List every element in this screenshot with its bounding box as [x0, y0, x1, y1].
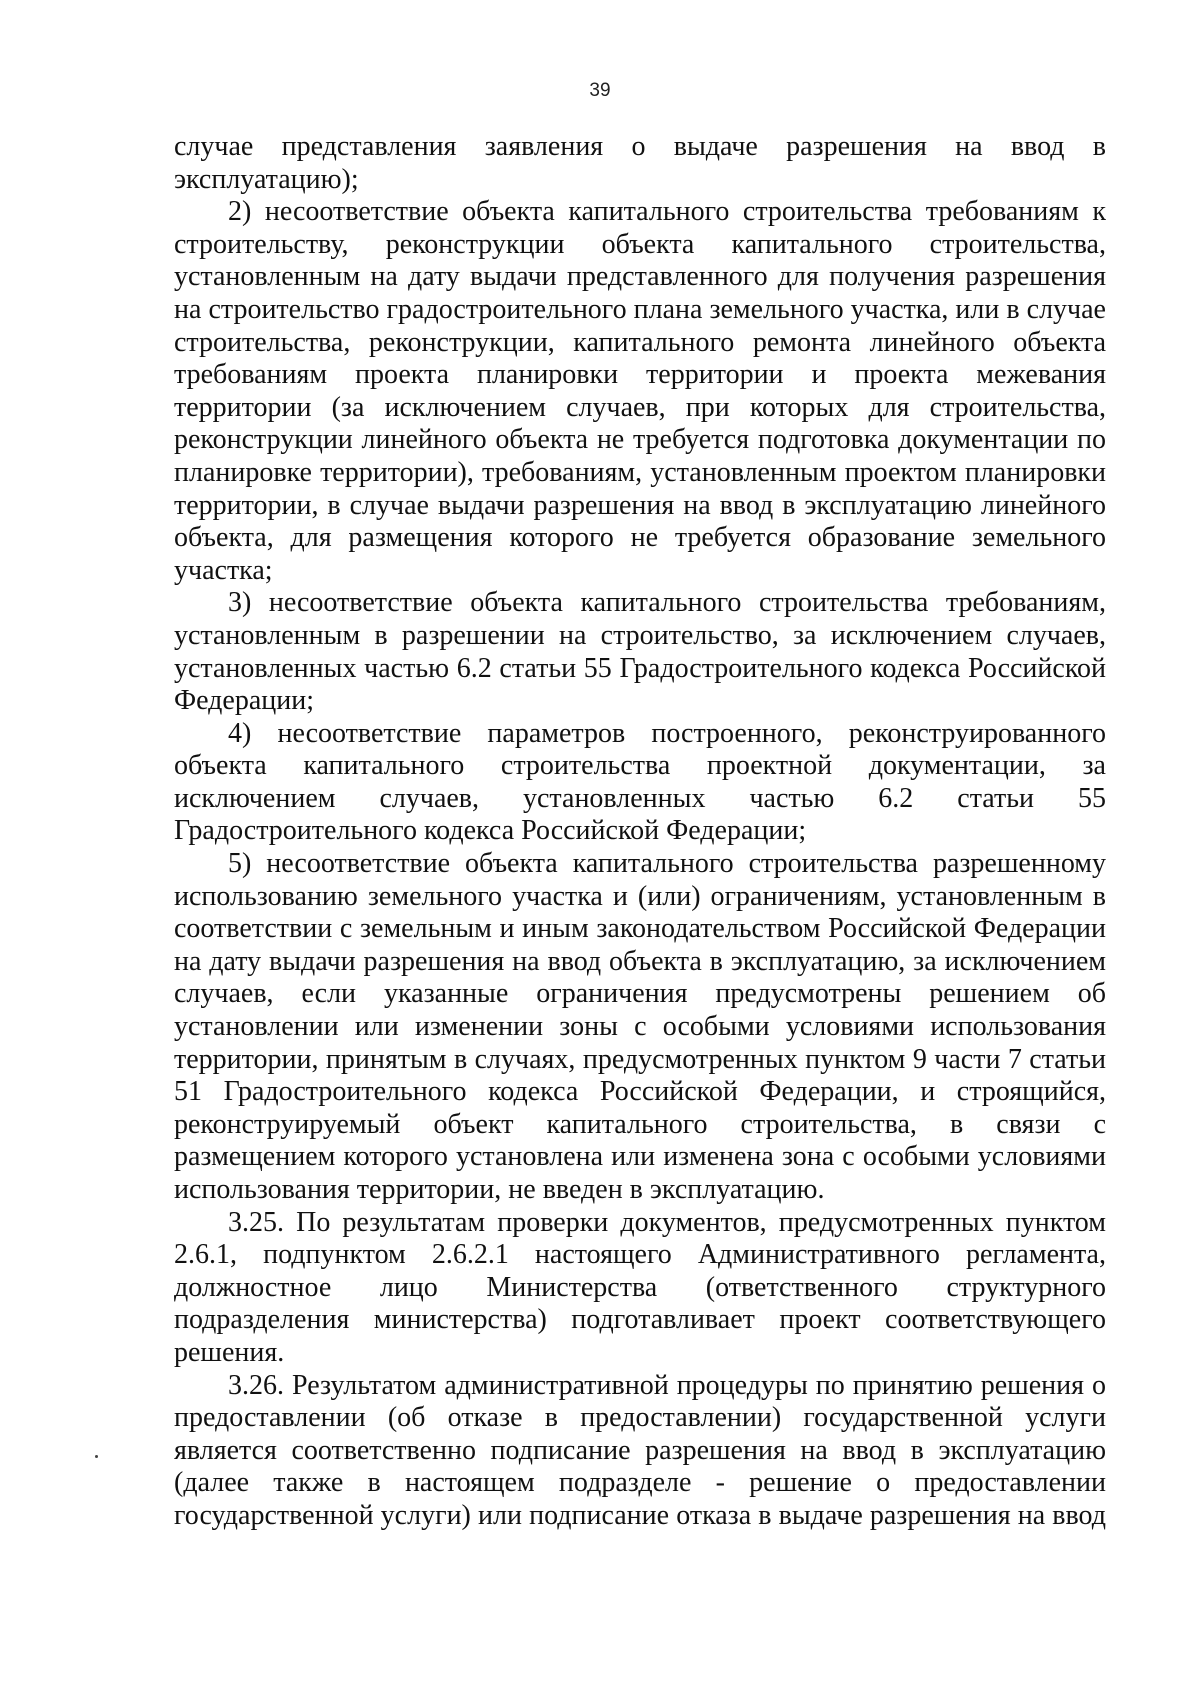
paragraph-item-3: 3) несоответствие объекта капитального строительства требованиям, установленным в разрешении на строительство, за исключением случаев, установленных частью 6.2 статьи 55 Градостроительного кодекса Российской Федерации;: [174, 587, 1106, 717]
document-body: [174, 131, 1106, 1533]
paragraph-item-4: 4) несоответствие параметров построенного, реконструированного объекта капитального строительства проектной документации, за исключением случаев, установленных частью 6.2 статьи 55 Градостроительного кодекса Российской Федерации;: [174, 717, 1106, 847]
scan-speck: [95, 1455, 98, 1458]
paragraph-item-5: 5) несоответствие объекта капитального строительства разрешенному использованию земельного участка и (или) ограничениям, установленным в соответствии с земельным и иным законодательством Российской Федерации на дату выдачи разрешения на ввод объекта в эксплуатацию, за исключением случаев, если указанные ограничения предусмотрены решением об установлении или изменении зоны с особыми условиями использования территории, принятым в случаях, предусмотренных пунктом 9 части 7 статьи 51 Градостроительного кодекса Российской Федерации, и строящийся, реконструируемый объект капитального строительства, в связи с размещением которого установлена или изменена зона с особыми условиями использования территории, не введен в эксплуатацию.: [174, 848, 1106, 1205]
page-number: 39: [589, 80, 611, 101]
paragraph-3-25: 3.25. По результатам проверки документов, предусмотренных пунктом 2.6.1, подпунктом 2.6.2.1 настоящего Административного регламента, должностное лицо Министерства (ответственного структурного подразделения министерства) подготавливает проект соответствующего решения.: [174, 1206, 1106, 1368]
paragraph-continuation: случае представления заявления о выдаче разрешения на ввод в эксплуатацию);: [174, 131, 1106, 195]
paragraph-item-2: 2) несоответствие объекта капитального строительства требованиям к строительству, реконструкции объекта капитального строительства, установленным на дату выдачи представленного для получения разрешения на строительство градостроительного плана земельного участка, или в случае строительства, реконструкции, капитального ремонта линейного объекта требованиям проекта планировки территории и проекта межевания территории (за исключением случаев, при которых для строительства, реконструкции линейного объекта не требуется подготовка документации по планировке территории), требованиям, установленным проектом планировки территории, в случае выдачи разрешения на ввод в эксплуатацию линейного объекта, для размещения которого не требуется образование земельного участка;: [174, 196, 1106, 586]
paragraph-3-26: 3.26. Результатом административной процедуры по принятию решения о предоставлении (об отказе в предоставлении) государственной услуги является соответственно подписание разрешения на ввод в эксплуатацию (далее также в настоящем подразделе - решение о предоставлении государственной услуги) или подписание отказа в выдаче разрешения на ввод: [174, 1369, 1106, 1531]
